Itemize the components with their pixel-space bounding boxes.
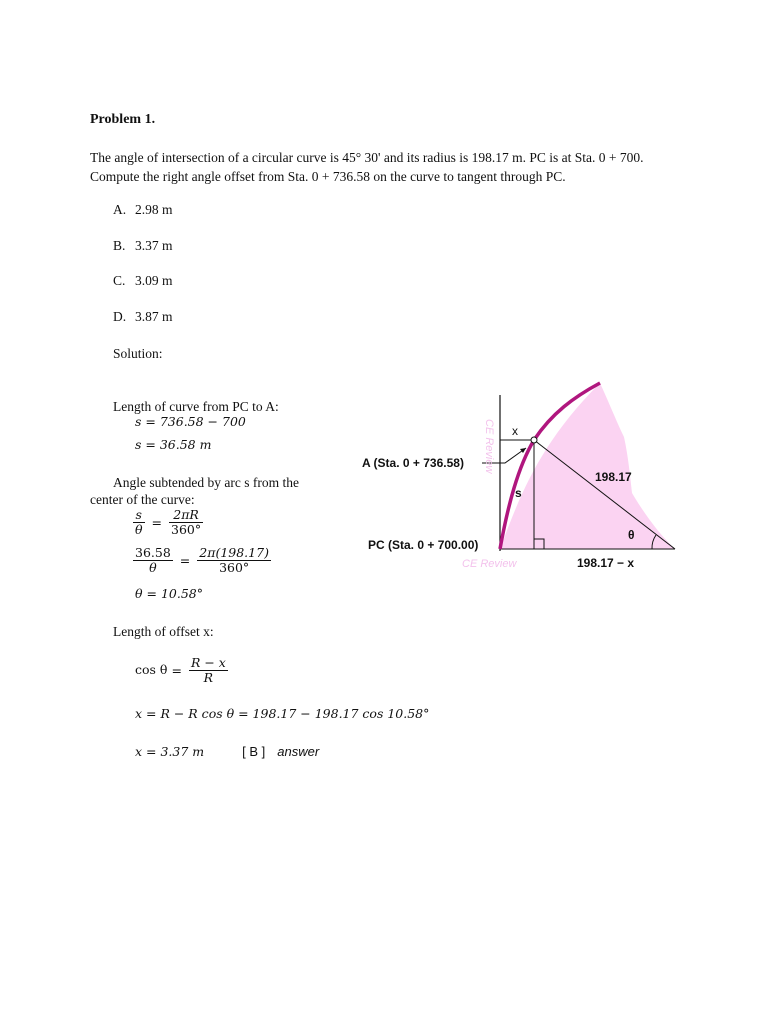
step2-eq-general: $\frac{s}{\theta}$ = $\frac{2\pi R}{360^\circ}$ bbox=[135, 507, 202, 537]
step1-eq2: s = 36.58 m bbox=[135, 437, 212, 452]
label-x: x bbox=[512, 424, 518, 438]
answer-word: answer bbox=[277, 744, 320, 759]
step1-label: Length of curve from PC to A: bbox=[113, 399, 279, 414]
step3-result-line bbox=[135, 744, 319, 759]
fraction-2pi19817-360: $\frac{2\pi(198.17)}{360^\circ}$ bbox=[199, 545, 269, 575]
problem-statement: The angle of intersection of a circular curve is 45° 30' and its radius is 198.17 m. PC is at Sta. 0 + 700. Compute the right angle offset from Sta. 0 + 736.58 on the curve to tangent through PC. bbox=[90, 150, 644, 184]
label-pc: PC (Sta. 0 + 700.00) bbox=[368, 538, 479, 552]
fraction-R-minus-x-over-R: $\frac{R - x}{R}$ bbox=[190, 655, 226, 685]
choice-letter: B. bbox=[113, 238, 126, 253]
step2-result: θ = 10.58° bbox=[135, 586, 203, 601]
label-s: s bbox=[515, 486, 522, 500]
choice-letter: D. bbox=[113, 309, 127, 324]
choice-text: 2.98 m bbox=[135, 202, 173, 217]
watermark-bottom: CE Review bbox=[462, 558, 517, 570]
step3-cos-eq: cos θ = $\frac{R - x}{R}$ bbox=[135, 655, 226, 685]
answer-tag: [ B ] bbox=[242, 744, 266, 759]
step3-label: Length of offset x: bbox=[113, 624, 214, 639]
choice-letter: A. bbox=[113, 202, 127, 217]
step3-result: x = 3.37 m bbox=[135, 744, 205, 759]
choice-text: 3.87 m bbox=[135, 309, 173, 324]
choice-letter: C. bbox=[113, 273, 126, 288]
choice-a bbox=[113, 202, 173, 218]
step2-label-line2: center of the curve: bbox=[90, 492, 195, 507]
choice-c bbox=[113, 273, 173, 289]
step2-label-line1: Angle subtended by arc s from the bbox=[113, 475, 299, 490]
label-theta: θ bbox=[628, 528, 635, 542]
choice-text: 3.37 m bbox=[135, 238, 173, 253]
label-radius: 198.17 bbox=[595, 470, 632, 484]
step2-eq-numeric: $\frac{36.58}{\theta}$ = $\frac{2\pi(198.17)}{360^\circ}$ bbox=[135, 545, 269, 575]
watermark-vertical: CE Review bbox=[483, 419, 495, 474]
choice-d bbox=[113, 309, 173, 325]
problem-title: Problem 1. bbox=[90, 112, 156, 127]
sector-fill bbox=[500, 383, 675, 549]
fraction-3658-theta: $\frac{36.58}{\theta}$ bbox=[135, 545, 171, 575]
fraction-s-theta: $\frac{s}{\theta}$ bbox=[135, 507, 143, 537]
curve-offset-diagram bbox=[340, 375, 685, 585]
choice-b bbox=[113, 238, 173, 254]
step1-eq1: s = 736.58 − 700 bbox=[135, 414, 246, 429]
step3-eq-x: x = R − R cos θ = 198.17 − 198.17 cos 10.58° bbox=[135, 706, 430, 721]
solution-heading: Solution: bbox=[113, 346, 163, 361]
label-point-a: A (Sta. 0 + 736.58) bbox=[362, 456, 464, 470]
point-a bbox=[531, 437, 537, 443]
choice-text: 3.09 m bbox=[135, 273, 173, 288]
fraction-2piR-360: $\frac{2\pi R}{360^\circ}$ bbox=[171, 507, 202, 537]
label-base: 198.17 − x bbox=[577, 556, 635, 570]
